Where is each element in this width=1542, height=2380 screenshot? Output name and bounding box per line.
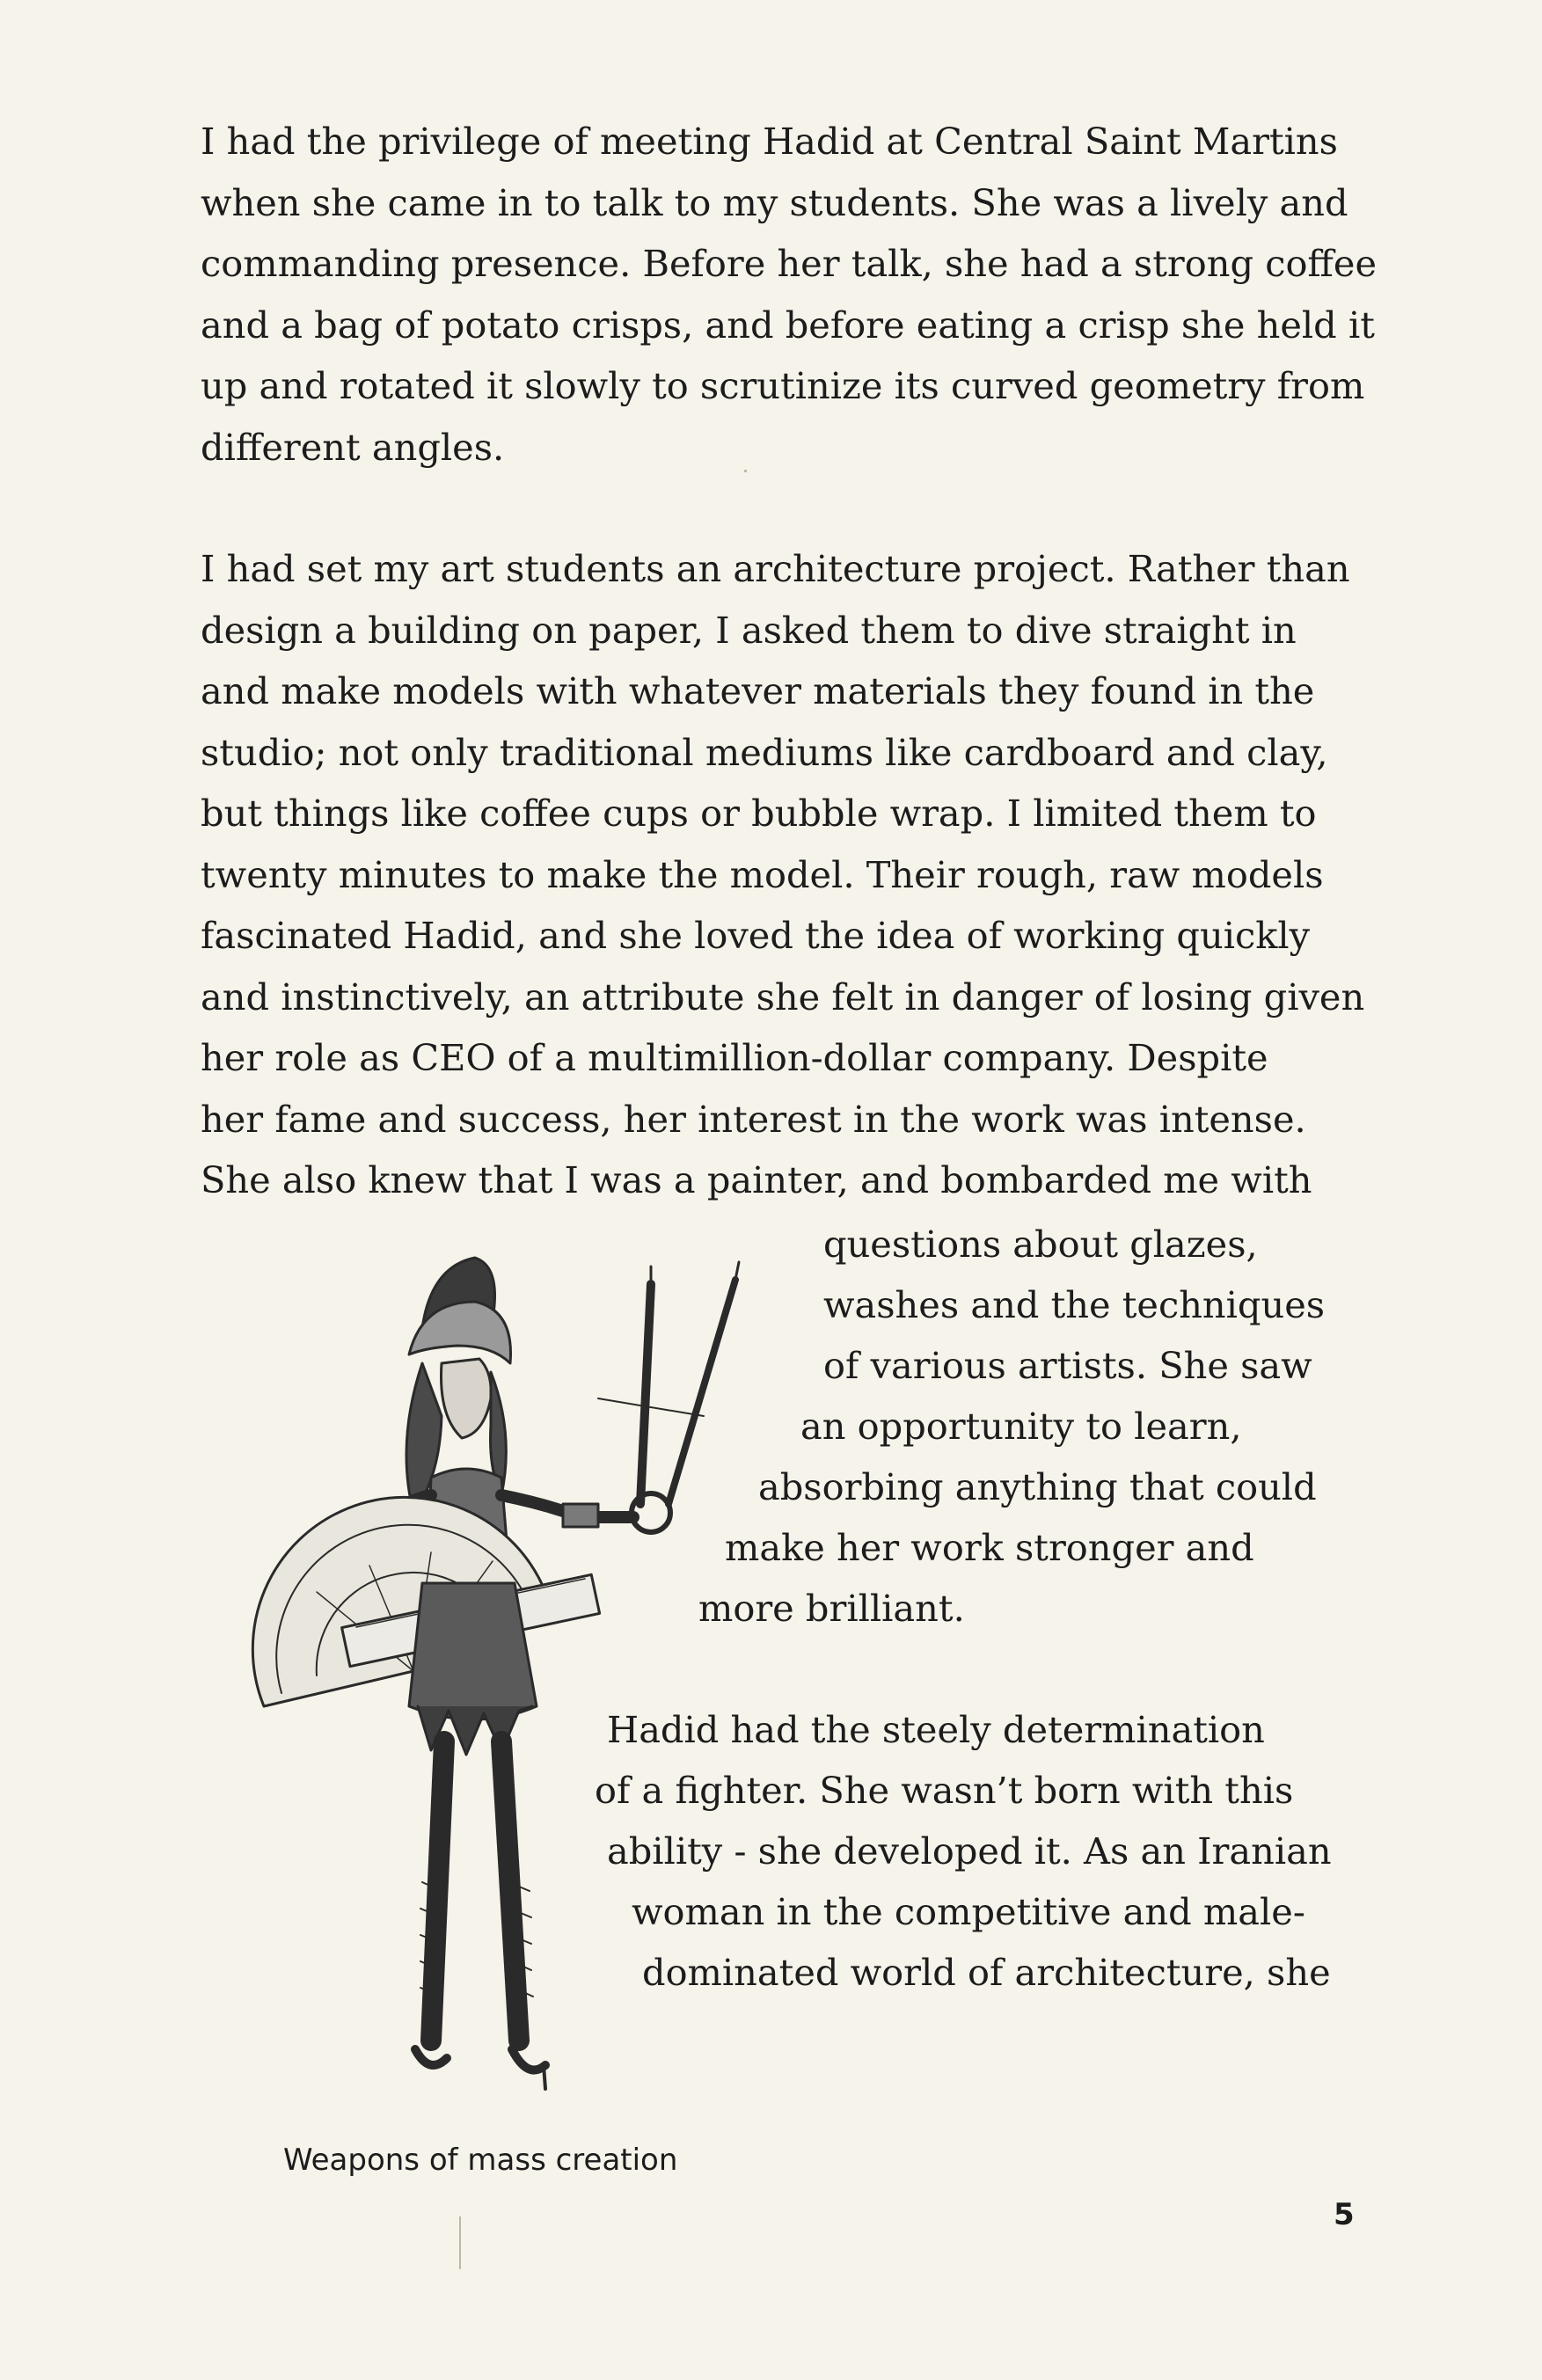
text-line: studio; not only traditional mediums like cardboard and clay, — [201, 730, 1328, 774]
text-line: make her work stronger and — [725, 1526, 1254, 1569]
text-line: and a bag of potato crisps, and before eating a crisp she held it — [201, 303, 1375, 347]
illustration-caption: Weapons of mass creation — [283, 2143, 678, 2178]
text-line: She also knew that I was a painter, and bombarded me with — [201, 1158, 1312, 1201]
text-line: different angles. — [201, 425, 505, 469]
text-line: up and rotated it slowly to scrutinize its curved geometry from — [201, 364, 1365, 407]
text-line: absorbing anything that could — [758, 1465, 1317, 1508]
text-line: her fame and success, her interest in the work was intense. — [201, 1097, 1306, 1141]
text-line: when she came in to talk to my students. She was a lively and — [201, 180, 1348, 224]
compass-icon — [598, 1262, 739, 1532]
warrior-with-drafting-tools-illustration — [211, 1214, 844, 2128]
paragraph-1 — [201, 111, 1379, 478]
scan-speck — [744, 470, 747, 472]
text-line: and instinctively, an attribute she felt in danger of losing given — [201, 975, 1365, 1018]
helmet-icon — [409, 1258, 511, 1363]
text-line: design a building on paper, I asked them to dive straight in — [201, 608, 1297, 652]
text-line: I had the privilege of meeting Hadid at Central Saint Martins — [201, 120, 1338, 163]
text-line: questions about glazes, — [823, 1223, 1258, 1266]
text-line: an opportunity to learn, — [800, 1405, 1242, 1448]
text-line: of a fighter. She wasn’t born with this — [595, 1769, 1294, 1812]
text-line: dominated world of architecture, she — [642, 1951, 1331, 1994]
text-line: woman in the competitive and male- — [632, 1890, 1305, 1933]
text-line: Hadid had the steely determination — [607, 1708, 1265, 1751]
text-line: fascinated Hadid, and she loved the idea of working quickly — [201, 914, 1311, 957]
text-line: her role as CEO of a multimillion-dollar company. Despite — [201, 1036, 1268, 1079]
text-line: ability - she developed it. As an Iranian — [607, 1829, 1332, 1873]
page-number: 5 — [1334, 2197, 1355, 2232]
text-line: more brilliant. — [698, 1587, 965, 1630]
text-line: and make models with whatever materials they found in the — [201, 669, 1315, 712]
text-line: of various artists. She saw — [823, 1344, 1312, 1387]
text-line: I had set my art students an architecture project. Rather than — [201, 547, 1350, 590]
text-line: washes and the techniques — [823, 1283, 1326, 1326]
paragraph-2 — [201, 538, 1379, 1211]
text-line: but things like coffee cups or bubble wrap. I limited them to — [201, 792, 1317, 835]
text-line: twenty minutes to make the model. Their rough, raw models — [201, 852, 1324, 896]
text-line: commanding presence. Before her talk, she had a strong coffee — [201, 242, 1378, 285]
scan-speck — [459, 2216, 461, 2269]
